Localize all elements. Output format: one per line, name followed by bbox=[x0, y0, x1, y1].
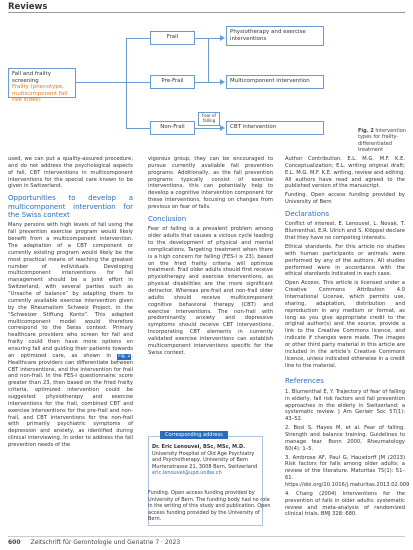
figure-2-link[interactable]: Fig. 2 bbox=[118, 353, 131, 359]
page-number: 600 bbox=[8, 539, 21, 546]
reference-1: 1. Blumenthal E, Y. Trajectory of fear of falling in elderly, fall risk factors and fall prevention approaches in the elderly in Switzerland: a systematic review. J Am Geriatr Soc 57(1): 43–52. bbox=[285, 388, 405, 423]
col2-paragraph-2: Fear of falling is a prevalent problem among older adults that causes a vicious cycle leading to the development of physical and mental complications. Targeting treatment when there is a high concern for falling (FES-I ≥ 23), based on the fried frailty criteria will optimize treatment. Frail older adults should first receive physiotherapy and exercise interventions, as physical disabilities are the more significant detractor. Whereas pre-frail and non-frail older adults should receive multicomponent cognitive behavioral therapy (CBT) and exercise interventions. The non-frail with predominantly anxiety and depressive symptoms should receive CBT interventions. Incorporating CBT elements in currently validated exercise interventions can establish multicomponent interventions specific for the Swiss context. bbox=[148, 226, 273, 356]
screening-subtitle: Frailty (phenotype, multicomponent fall risk index) bbox=[12, 84, 68, 104]
phys-exercise-label: Physiotherapy and exercise interventions bbox=[230, 29, 306, 42]
fear-of-falling-label: Fear of falling bbox=[202, 113, 216, 123]
multicomponent-label: Multicomponent intervention bbox=[230, 78, 310, 84]
corr-name: Dr. Eric Lenouvel, BSc, MSc, M.D. bbox=[152, 444, 246, 450]
figure-2-diagram bbox=[8, 18, 405, 148]
connector-non-frail bbox=[126, 128, 150, 129]
connector-trunk bbox=[76, 82, 126, 83]
frail-box bbox=[150, 31, 195, 45]
col1-paragraph-1: used, we can put a quality-assured procedure, and do not address the psychological aspects of fall, CBT interventions in multicomponent interventions for the special care known to be given in Switzerland. bbox=[8, 156, 133, 190]
col1-paragraph-3-text: . Healthcare providers can differentiate between CBT interventions, and the intervention for frail and non-frail. In the FES-I questionnaire: score greater than 23, then based on the fried frailty criteria, optimized intervention could be suggested: physiotherapy and exercise interventions for the frail, combined CBT and exercise interventions for the pre-frail and non-frail, and CBT interventions for the non-frail with primarily psychiatric symptoms of depression and anxiety, as identified during clinical interviewing. In order to address the fall prevention needs of the bbox=[8, 352, 133, 449]
multicomponent-box bbox=[226, 75, 324, 89]
screening-box bbox=[8, 68, 76, 104]
reference-3: 3. Ambrose AF, Paul G, Hausdorff JM (2013) Risk factors for falls among older adults: a review of the literature. Maturitas 75(1): 51–61. https://doi.org/10.1016/j.maturitas.2013.02.009 bbox=[285, 454, 410, 489]
connector-frail bbox=[126, 38, 150, 39]
references-list bbox=[285, 388, 410, 518]
arrow-head-non-frail bbox=[220, 125, 225, 131]
screening-title: Fall and frailty screening bbox=[12, 71, 51, 84]
arrow-head-frail bbox=[220, 35, 225, 41]
non-frail-box bbox=[150, 121, 195, 135]
connector-pre-frail bbox=[126, 82, 150, 83]
pre-frail-box bbox=[150, 75, 195, 89]
col1-paragraph-2 bbox=[8, 222, 133, 448]
open-access: Open Access. This article is licensed under a Creative Commons Attribution 4.0 International License, which permits use, sharing, adaptation, distribution and reproduction in any medium or format, as long as you give appropriate credit to the original author(s) and the source, provide a link to the Creative Commons licence, and indicate if changes were made. The images or other third party material in this article are included in the article’s Creative Commons licence, unless indicated otherwise in a credit line to the material. bbox=[285, 280, 405, 369]
fear-of-falling-box bbox=[198, 112, 220, 126]
figure-caption-label: Fig. 2 bbox=[358, 128, 374, 134]
conclusion-heading: Conclusion bbox=[148, 214, 187, 223]
corr-address: Murtenstrasse 21, 3008 Bern, Switzerland bbox=[152, 463, 258, 470]
section-header: Reviews bbox=[8, 2, 48, 12]
funding-statement: Funding. Open access funding provided by University of Bern bbox=[285, 192, 405, 206]
col1-paragraph-2-text: Many persons with high levels of fall using the fall prevention exercise program would likely benefit from a multicomponent intervention. The adaptation of a CBT component or currently existing program would likely be the most practical means of reaching the greatest number of individuals. Developing multicomponent interventions for fall management should be a joint effort in Switzerland, with several parties such as “Ursache of balance” by adapting them to currently available exercise intervention given by the Rheumatism Schweiz Project, in the “Schweizer Stiftung Konto”. This adapted multicomponent model would therefore correspond to the Swiss context. Primary healthcare providers who screen for fall and frailty could then have more options on ensuring fall and guiding their patients towards an optimized care, as shown in bbox=[8, 222, 133, 359]
reference-2: 2. Bosl S, Hayes M, et al. Fear of falling. Strength and balance training. Guidelines to manage fear. Bonn 2000, Rheumatology 60(4): 1–5. bbox=[285, 425, 405, 452]
non-frail-label: Non-Frail bbox=[160, 124, 185, 130]
page-footer bbox=[8, 539, 180, 546]
reference-4: 4. Chang (2004) Interventions for the prevention of falls in older adults: systematic review and meta-analysis of randomized clinical trials. BMJ 328: 680. bbox=[285, 490, 405, 518]
figure-caption-text: Intervention types for frailty-differentiated treatment bbox=[358, 128, 406, 153]
connector-vertical bbox=[126, 38, 127, 128]
journal-name: Zeitschrift für Gerontologie und Geriatrie 7 · 2023 bbox=[30, 539, 181, 546]
column-2 bbox=[148, 156, 273, 359]
col2-paragraph-1: vigorous group, they can be encouraged to pursue currently available fall prevention programs. Additionally, as the fall prevention programs typically consist of exercise interventions, this can potentially help to develop a cognitive intervention component for these interventions, focusing on changes from previous on fear of falls. bbox=[148, 156, 273, 211]
arrow-line-pre-frail bbox=[195, 82, 220, 83]
author-contribution: Author Contribution. E.L. M.G. M.F. K.E. Conceptualization; E.L. writing original draft; E.L. M.G. M.F. K.E. writing, review and editing. All authors have read and agreed to the published version of the manuscript. bbox=[285, 156, 405, 190]
funding-text: Funding. Open access funding provided by University of Bern. The funding body had no role in the writing of this study and publication. Open access funding provided by the University of Bern. bbox=[148, 490, 271, 522]
funding-note-col2 bbox=[148, 490, 273, 523]
correspondence-body bbox=[152, 444, 260, 477]
arrow-head-pre-frail bbox=[220, 79, 225, 85]
phys-exercise-box bbox=[226, 26, 324, 46]
corr-affiliation: University Hospital of Old Age Psychiatry and Psychotherapy, University of Bern bbox=[152, 450, 255, 463]
cbt-label: CBT intervention bbox=[230, 124, 277, 130]
footer-divider bbox=[8, 536, 405, 537]
column-1 bbox=[8, 156, 133, 451]
figure-caption bbox=[358, 128, 410, 153]
cbt-box bbox=[226, 121, 324, 135]
conflict-of-interest: Conflict of interest. E. Lenouvel, L. Novak, T. Blumenthal, E.R. Ulrich and S. Klöppel declare that they have no competing interests. bbox=[285, 221, 405, 242]
header-divider bbox=[8, 12, 405, 13]
column-3 bbox=[285, 156, 410, 520]
references-heading: References bbox=[285, 377, 324, 386]
declarations-heading: Declarations bbox=[285, 210, 330, 219]
frail-label: Frail bbox=[166, 34, 179, 40]
pre-frail-label: Pre-Frail bbox=[161, 78, 184, 84]
ethical-standards: Ethical standards. For this article no studies with human participants or animals were performed by any of the authors. All studies performed were in accordance with the ethical standards indicated in each case. bbox=[285, 243, 405, 278]
arrow-line-non-frail bbox=[195, 128, 220, 129]
corr-email[interactable]: eric.lenouvel@upd.unibe.ch bbox=[152, 470, 222, 476]
opportunities-heading: Opportunities to develop a multicomponent intervention for the Swiss context bbox=[8, 194, 133, 220]
correspondence-tab: Corresponding address bbox=[160, 431, 228, 439]
arrow-line-multi-from-frail bbox=[208, 38, 209, 82]
